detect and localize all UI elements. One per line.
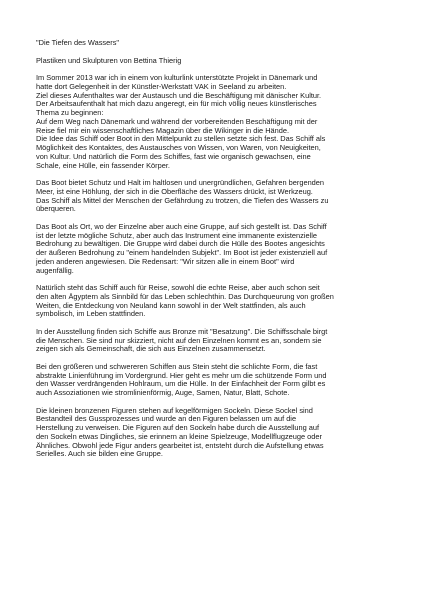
text-line: Bestandteil des Gussprozesses und wurde an den Figuren belassen um auf die — [36, 414, 297, 424]
text-line: Herstellung zu verweisen. Die Figuren auf den Sockeln habe durch die Ausstellung auf — [36, 423, 320, 432]
text-line: augenfällig. — [36, 265, 74, 275]
text-line: zeigen sich als Gemeinschaft, die sich aus Einzelnen zusammensetzt. — [36, 344, 266, 354]
paragraphs — [36, 74, 408, 459]
text-line: Thema zu beginnen: — [36, 108, 104, 117]
text-line: von Kultur. Und natürlich die Form des Schiffes, fast wie organisch gewachsen, eine — [36, 151, 311, 161]
text-line: überqueren. — [36, 204, 76, 214]
paragraph — [36, 179, 408, 214]
text-line: den Sockeln etwas Dingliches, sie erinnern an kleine Spielzeuge, Modellflugzeuge oder — [36, 431, 322, 441]
text-line: Möglichkeit des Kontaktes, des Austausches von Wissen, von Waren, von Neuigkeiten, — [36, 143, 321, 152]
text-line: symbolisch, im Leben stattfinden. — [36, 309, 146, 319]
paragraph — [36, 328, 408, 354]
paragraph — [36, 407, 408, 460]
document-subtitle: Plastiken und Skulpturen von Bettina Thierig — [36, 55, 182, 65]
text-line: Auf dem Weg nach Dänemark und während der vorbereitenden Beschäftigung mit der — [36, 116, 318, 126]
text-line: Bedrohung zu bewältigen. Die Gruppe wird dabei durch die Hülle des Bootes angesichts — [36, 239, 325, 249]
text-line: den alten Ägyptern als Sinnbild für das Leben schlechthin. Das Durchqueurung von großen — [36, 291, 334, 301]
document-body — [36, 39, 408, 459]
text-line: abstrakte Linienführung im Vordergrund. Hier geht es mehr um die schützende Form und — [36, 370, 327, 380]
document-title: "Die Tiefen des Wassers" — [36, 38, 120, 47]
text-line: die Menschen. Sie sind nur skizziert, nicht auf den Einzelnen kommt es an, sondern sie — [36, 335, 322, 345]
text-line: Die kleinen bronzenen Figuren stehen auf kegelförmigen Sockeln. Diese Sockel sind — [36, 405, 313, 415]
text-line: den Wasser verdrängenden Hohlraum, um die Hülle. In der Einfachheit der Form gilbt es — [36, 379, 326, 389]
text-line: Weiten, die Entdeckung von Neuland kann sowohl in der Welt stattfinden, als auch — [36, 300, 306, 310]
text-line: Natürlich steht das Schiff auch für Reise, sowohl die echte Reise, aber auch schon seit — [36, 283, 320, 292]
text-line: ist der letzte mögliche Schutz, aber auch das Instrument eine immanente existenzielle — [36, 230, 317, 240]
text-line: Die Idee das Schiff oder Boot in den Mittelpunkt zu stellen setzte sich fest. Das Schiff als — [36, 134, 326, 144]
paragraph — [36, 284, 408, 319]
text-line: Ähnliches. Obwohl jede Figur anders gearbeitet ist, entsteht durch die Aufstellung etwas — [36, 440, 324, 450]
text-line: jeden anderen angewiesen. Die Redensart: "Wir sitzen alle in einem Boot" wird — [36, 256, 295, 266]
paragraph — [36, 74, 408, 170]
text-line: Schale, eine Hülle, ein fassender Körper. — [36, 160, 170, 170]
text-line: auch Assoziationen wie stromlinienförmig, Auge, Samen, Natur, Blatt, Schote. — [36, 388, 290, 397]
text-line: hatte dort Gelegenheit in der Künstler-Werkstatt VAK in Seeland zu arbeiten. — [36, 81, 287, 91]
text-line: der äußeren Bedrohung zu "einem handelnden Subjekt". Im Boot ist jeder existenziell auf — [36, 248, 328, 257]
text-line: Meer, ist eine Höhlung, der sich in die Oberfläche des Wassers drückt, ist Werkzeug. — [36, 186, 313, 196]
text-line: Der Arbeitsaufenthalt hat mich dazu angeregt, ein für mich völlig neues künstlerisches — [36, 99, 317, 109]
text-line: Ziel dieses Aufenthaltes war der Austausch und die Beschäftigung mit dänischer Kultur. — [36, 90, 322, 100]
text-line: Das Boot als Ort, wo der Einzelne aber auch eine Gruppe, auf sich gestellt ist. Das Schiff — [36, 221, 327, 231]
paragraph — [36, 223, 408, 276]
text-line: Im Sommer 2013 war ich in einem von kulturlink unterstützte Projekt in Dänemark und — [36, 73, 318, 82]
text-line: Serielles. Auch sie bilden eine Gruppe. — [36, 449, 163, 459]
text-line: Bei den größeren und schwereren Schiffen aus Stein steht die schlichte Form, die fast — [36, 361, 318, 371]
text-line: Das Boot bietet Schutz und Halt im haltlosen und unergründlichen, Gefahren bergenden — [36, 178, 325, 187]
text-line: Reise fiel mir ein wissenschaftliches Magazin über die Wikinger in die Hände. — [36, 125, 290, 135]
text-line: In der Ausstellung finden sich Schiffe aus Bronze mit "Besatzung". Die Schiffsschale birgt — [36, 326, 328, 336]
text-line: Das Schiff als Mittel der Menschen der Gefährdung zu trotzen, die Tiefen des Wassers zu — [36, 195, 329, 205]
paragraph — [36, 363, 408, 398]
